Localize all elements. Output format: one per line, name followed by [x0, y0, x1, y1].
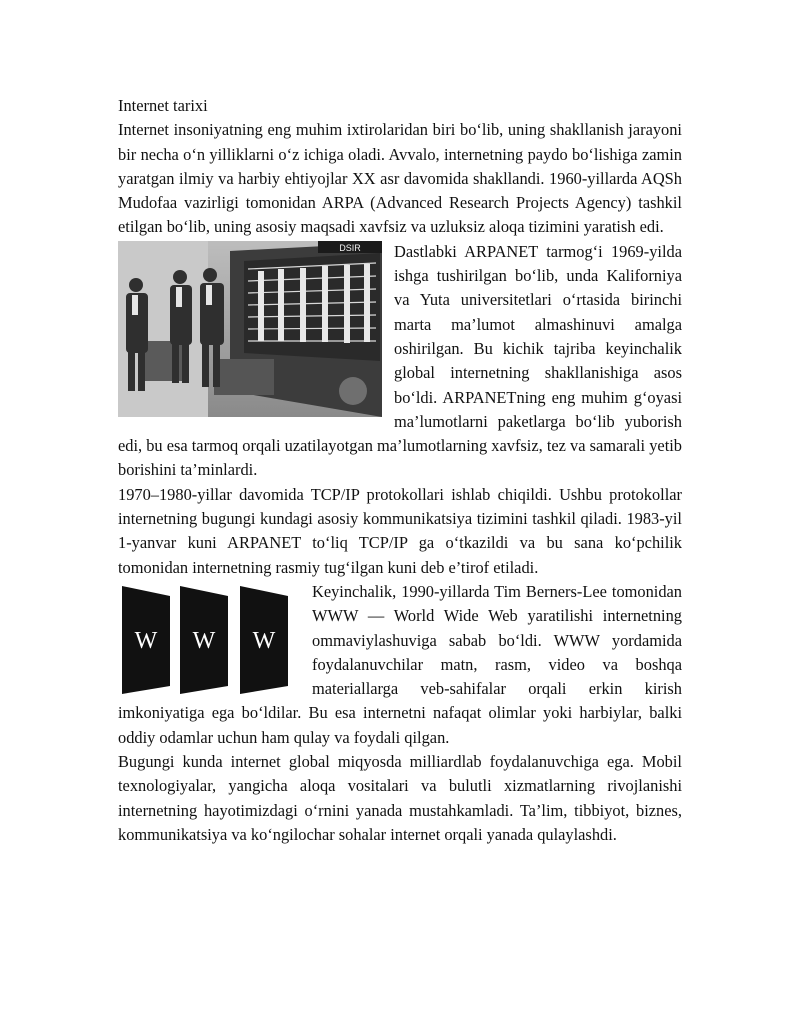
paragraph-1: Internet insoniyatning eng muhim ixtirolaridan biri bo‘lib, uning shakllanish jarayoni bir necha o‘n yilliklarni o‘z ichiga oladi. Avvalo, internetning paydo bo‘lishiga zamin yaratgan ilmiy va harbiy ehtiyojlar XX asr davomida shakllandi. 1960-yillarda AQSh Mudofaa vazirligi tomonidan ARPA (Advanced Research Projects Agency) tashkil etilgan bo‘lib, uning asosiy maqsadi xavfsiz va uzluksiz aloqa tizimini yaratish edi. — [118, 120, 682, 237]
paragraph-2: Dastlabki ARPANET tarmog‘i 1969-yilda ishga tushirilgan bo‘lib, unda Kaliforniya va Yuta universitetlari o‘rtasida birinchi marta ma’lumot almashinuvi amalga oshirilgan. Bu kichik tajriba keyinchalik global internetning shakllanishiga asos bo‘ldi. ARPANETning eng muhim g‘oyasi ma’lumotlarni paketlarga bo‘lib yuborish edi, bu esa tarmoq orqali uzatilayotgan ma’lumotlarning xavfsiz, tez va samarali yetib borishini ta’minlardi. — [118, 241, 682, 480]
paragraph-5: Bugungi kunda internet global miqyosda milliardlab foydalanuvchiga ega. Mobil texnologiyalar, yangicha aloqa vositalari va bulutli xizmatlarning rivojlanishi internetning hayotimizdagi o‘rnini yanada mustahkamladi. Ta’lim, tibbiyot, biznes, kommunikatsiya va ko‘ngilochar sohalar internet orqali yanada qulaylashdi. — [118, 752, 682, 844]
www-letter-3: W — [252, 627, 276, 654]
document-title: Internet tarixi — [118, 96, 208, 115]
paragraph-3: 1970–1980-yillar davomida TCP/IP protokollari ishlab chiqildi. Ushbu protokollar internetning bugungi kundagi asosiy kommunikatsiya tizimini tashkil qiladi. 1983-yil 1-yanvar kuni ARPANET to‘liq TCP/IP ga o‘tkazildi va bu sana ko‘pchilik tomonidan internetning rasmiy tug‘ilgan kuni deb e’tirof etiladi. — [118, 484, 682, 577]
www-letter-2: W — [192, 627, 216, 654]
document-page — [118, 94, 682, 847]
www-letter-1: W — [134, 627, 158, 654]
computer-lab-photo — [118, 241, 382, 417]
paragraph-4: Keyinchalik, 1990-yillarda Tim Berners-Lee tomonidan WWW — World Wide Web yaratilishi internetning ommaviylashuviga sabab bo‘ldi. WWW yordamida foydalanuvchilar matn, rasm, video va boshqa materiallarga veb-sahifalar orqali erkin kirish imkoniyatiga ega bo‘ldilar. Bu esa internetni nafaqat olimlar yoki harbiylar, balki oddiy odamlar uchun ham qulay va foydali qilgan. — [118, 581, 682, 747]
photo-sign: DSIR — [339, 242, 361, 253]
www-logo — [118, 584, 300, 696]
